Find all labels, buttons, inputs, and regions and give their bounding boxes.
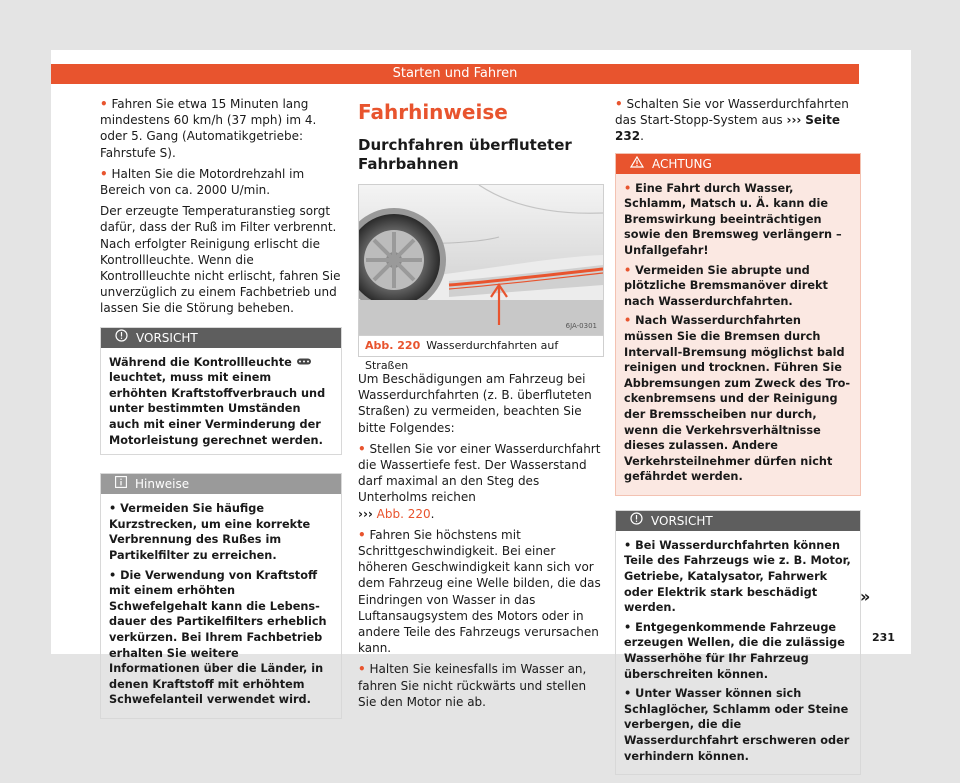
bullet-item: • Stellen Sie vor einer Wasserdurchfahrt die Wassertiefe fest. Der Wasserstand darf maximal an den Steg des Unterholms reichen ››› Abb. 220. [358,441,601,521]
note-body [101,494,341,718]
section-heading: Fahrhinweise [358,100,508,124]
note-box [100,473,342,719]
column-3 [615,96,861,783]
figure-reference-link[interactable]: Abb. 220 [376,506,431,521]
column-2 [358,96,602,715]
caution-item: • Unter Wasser können sich Schlaglöcher, Schlamm oder Steine verbergen, die die Wasserdurchfahrt erschweren oder verhindern können. [624,687,850,763]
note-item: • Die Verwendung von Kraftstoff mit einem erhöhten Schwefelgehalt kann die Lebensdauer des Partikelfilters erheblich verkürzen. Bei Ihrem Fachbetrieb erhalten Sie weitere Informationen über die Länder, in denen Kraftstoff mit erhöhtem Schwefelanteil verwendet wird. [109,568,327,707]
warning-item: • Eine Fahrt durch Wasser, Schlamm, Matsch u. Ä. kann die Bremswirkung beeinträchtigen sowie den Bremsweg verlängern – Unfallgefahr! [624,181,842,257]
dpf-warning-lamp-icon [296,356,312,369]
bullet-item: • Schalten Sie vor Wasserdurchfahrten das Start-Stopp-System aus ››› Seite 232. [615,97,849,144]
bullet-icon: • [100,166,108,181]
warning-header: ACHTUNG [616,154,860,174]
caution-item: • Bei Wasserdurchfahrten können Teile des Fahrzeugs wie z. B. Motor, Getriebe, Katalysator, Fahrwerk oder Elektrik stark beschädigt werden. [624,538,851,615]
bullet-item: • Fahren Sie etwa 15 Minuten lang mindestens 60 km/h (37 mph) im 4. oder 5. Gang (Automatikgetriebe: Fahrstufe S). [100,97,317,160]
continue-mark: » [860,587,871,606]
chapter-header: Starten und Fahren [51,64,859,84]
note-item: • Vermeiden Sie häufige Kurzstrecken, um eine korrekte Verbrennung des Rußes im Partikelfilter zu erreichen. [109,502,311,562]
page-reference-link[interactable]: Seite 232 [615,113,840,144]
caution-item: • Entgegenkommende Fahrzeuge erzeugen Wellen, die die zulässige Wasserhöhe für Ihr Fahrzeug überschreiten können. [624,620,845,681]
warning-box [615,153,861,496]
note-header: Hinweise [101,474,341,494]
figure-code: 6JA-0301 [565,322,597,330]
caution-header: VORSICHT [616,511,860,531]
caution-body [616,531,860,774]
caution-header: VORSICHT [101,328,341,348]
caution-box [615,510,861,775]
bullet-item: • Fahren Sie höchstens mit Schrittgeschwindigkeit. Bei einer höheren Geschwindigkeit kann sich vor dem Fahrzeug eine Welle bilden, die das Eindringen von Wasser in das Luftansaugsystem des Motors oder in andere Teile des Fahrzeugs verursachen kann. [358,527,601,656]
page-number: 231 [872,631,895,644]
figure-220 [358,184,604,372]
car-sill-illustration [359,185,603,335]
warning-body [616,174,860,495]
warning-triangle-icon [630,156,644,172]
column-1 [100,96,342,727]
bullet-icon: • [100,97,108,111]
figure-caption: Abb. 220 Wasserdurchfahrten auf Straßen [359,335,603,356]
bullet-item: • Halten Sie die Motordrehzahl im Bereich von ca. 2000 U/min. [100,166,305,198]
warning-item: • Nach Wasserdurchfahrten müssen Sie die Bremsen durch Intervall-Bremsung möglichst bald reinigen und trocknen. Führen Sie Abbremsungen zum Zweck des Trockenbremsens und der Reinigung der Bremsscheiben nur durch, wenn die Verkehrsverhältnisse dieses zulassen. Andere Verkehrsteilnehmer dürfen nicht gefährdet werden. [624,314,851,484]
caution-box [100,327,342,456]
paragraph: Um Beschädigungen am Fahrzeug bei Wasserdurchfahrten (z. B. überfluteten Straßen) zu vermeiden, beachten Sie bitte Folgendes: [358,372,592,435]
caution-body: Während die Kontrollleuchte leuchtet, muss mit einem erhöhten Kraftstoffverbrauch und unter bestimmten Umständen auch mit einer Verminderung der Motorleistung gerechnet werden. [109,355,326,447]
info-icon [115,476,127,492]
caution-icon [115,329,128,346]
paragraph: Der erzeugte Temperaturanstieg sorgt dafür, dass der Ruß im Filter verbrennt. Nach erfolgter Reinigung erlischt die Kontrollleuchte. Wenn die Kontrollleuchte nicht erlischt, fahren Sie unverzüglich zu einem Fachbetrieb und lassen Sie die Störung beheben. [100,204,341,316]
subsection-heading: Durchfahren überfluteter Fahrbahnen [358,136,572,173]
caution-icon [630,512,643,529]
bullet-item: • Halten Sie keinesfalls im Wasser an, fahren Sie nicht rückwärts und stellen Sie den Motor nie ab. [358,662,587,709]
warning-item: • Vermeiden Sie abrupte und plötzliche Bremsmanöver direkt nach Wasserdurchfahrten. [624,263,828,308]
